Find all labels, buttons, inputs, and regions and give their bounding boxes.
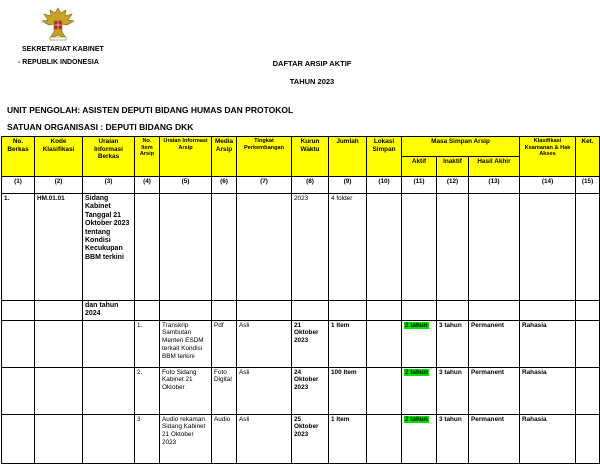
header-no-berkas: No. Berkas bbox=[2, 137, 35, 177]
col-number: (15) bbox=[576, 177, 600, 194]
col-number: (2) bbox=[35, 177, 83, 194]
item-no: 2. bbox=[135, 367, 160, 414]
item-uraian: Audio rekaman Sidang Kabinet 21 Oktober 2023 bbox=[160, 414, 212, 463]
item-jumlah: 1 Item bbox=[329, 320, 367, 367]
berkas-no: 1. bbox=[2, 194, 35, 301]
item-aktif: 2 tahun bbox=[405, 321, 428, 329]
document-year: TAHUN 2023 bbox=[289, 77, 335, 86]
col-number: (7) bbox=[237, 177, 292, 194]
item-media: Pdf bbox=[212, 320, 237, 367]
col-number: (1) bbox=[2, 177, 35, 194]
item-uraian: Transkrip Sambutan Menteri ESDM terkait Kondisi BBM terkini bbox=[160, 320, 212, 367]
header-klasifikasi: Klasifikasi Keamanan & Hak Akses bbox=[520, 137, 576, 177]
table-row bbox=[2, 320, 600, 367]
item-tingkat: Asli bbox=[237, 367, 292, 414]
col-number: (8) bbox=[292, 177, 329, 194]
item-media: Foto Digital bbox=[212, 367, 237, 414]
col-number: (10) bbox=[367, 177, 402, 194]
garuda-emblem-icon bbox=[38, 4, 78, 42]
col-number: (12) bbox=[437, 177, 469, 194]
berkas-uraian: Sidang Kabinet Tanggal 21 Oktober 2023 tentang Kondisi Kecukupan BBM terkini bbox=[83, 194, 135, 301]
item-klasifikasi: Rahasia bbox=[520, 320, 576, 367]
item-jumlah: 1 Item bbox=[329, 414, 367, 463]
item-hasil: Permanent bbox=[469, 414, 520, 463]
berkas-continuation-row bbox=[2, 301, 600, 321]
col-number: (6) bbox=[212, 177, 237, 194]
header-no-item: No. Item Arsip bbox=[135, 137, 160, 177]
berkas-uraian-continued: dan tahun 2024 bbox=[83, 301, 135, 321]
header-inaktif: Inaktif bbox=[437, 157, 469, 177]
header-uraian-berkas: Uraian Informasi Berkas bbox=[83, 137, 135, 177]
item-inaktif: 3 tahun bbox=[437, 367, 469, 414]
col-number: (3) bbox=[83, 177, 135, 194]
header-aktif: Aktif bbox=[402, 157, 437, 177]
table-header-row bbox=[2, 137, 600, 157]
item-inaktif: 3 tahun bbox=[437, 414, 469, 463]
header-ket: Ket. bbox=[576, 137, 600, 177]
berkas-row bbox=[2, 194, 600, 301]
item-tingkat: Asli bbox=[237, 320, 292, 367]
org-name-line2: - REPUBLIK INDONESIA bbox=[18, 59, 99, 66]
item-jumlah: 100 Item bbox=[329, 367, 367, 414]
item-tingkat: Asli bbox=[237, 414, 292, 463]
col-number: (13) bbox=[469, 177, 520, 194]
header-masa-simpan: Masa Simpan Arsip bbox=[402, 137, 520, 157]
item-kurun: 25 Oktober 2023 bbox=[292, 414, 329, 463]
item-klasifikasi: Rahasia bbox=[520, 414, 576, 463]
item-aktif: 2 tahun bbox=[405, 415, 428, 423]
item-kurun: 21 Oktober 2023 bbox=[292, 320, 329, 367]
item-media: Audio bbox=[212, 414, 237, 463]
org-name-line1: SEKRETARIAT KABINET bbox=[22, 46, 104, 53]
item-aktif: 2 tahun bbox=[405, 368, 428, 376]
col-number: (5) bbox=[160, 177, 212, 194]
header-kurun: Kurun Waktu bbox=[292, 137, 329, 177]
table-row bbox=[2, 414, 600, 463]
col-number: (9) bbox=[329, 177, 367, 194]
item-klasifikasi: Rahasia bbox=[520, 367, 576, 414]
item-no: 3 bbox=[135, 414, 160, 463]
item-hasil: Permanent bbox=[469, 367, 520, 414]
berkas-kurun: 2023 bbox=[292, 194, 329, 301]
header-lokasi: Lokasi Simpan bbox=[367, 137, 402, 177]
item-uraian: Foto Sidang Kabinet 21 Oktober bbox=[160, 367, 212, 414]
unit-pengolah: UNIT PENGOLAH: ASISTEN DEPUTI BIDANG HUMAS DAN PROTOKOL bbox=[7, 105, 294, 115]
column-number-row bbox=[2, 177, 600, 194]
header-uraian-arsip: Uraian Informasi Arsip bbox=[160, 137, 212, 177]
header-jumlah: Jumlah bbox=[329, 137, 367, 177]
table-row bbox=[2, 367, 600, 414]
header-media: Media Arsip bbox=[212, 137, 237, 177]
header-tingkat: Tingkat Perkembangan bbox=[237, 137, 292, 177]
col-number: (11) bbox=[402, 177, 437, 194]
item-hasil: Permanent bbox=[469, 320, 520, 367]
archive-table bbox=[1, 136, 600, 464]
col-number: (4) bbox=[135, 177, 160, 194]
col-number: (14) bbox=[520, 177, 576, 194]
satuan-organisasi: SATUAN ORGANISASI : DEPUTI BIDANG DKK bbox=[7, 122, 194, 132]
item-kurun: 24 Oktober 2023 bbox=[292, 367, 329, 414]
item-no: 1. bbox=[135, 320, 160, 367]
document-title: DAFTAR ARSIP AKTIF bbox=[272, 59, 352, 68]
berkas-kode: HM.01.01 bbox=[35, 194, 83, 301]
item-inaktif: 3 tahun bbox=[437, 320, 469, 367]
header-kode: Kode Klasifikasi bbox=[35, 137, 83, 177]
berkas-jumlah: 4 folder bbox=[329, 194, 367, 301]
header-hasil-akhir: Hasil Akhir bbox=[469, 157, 520, 177]
